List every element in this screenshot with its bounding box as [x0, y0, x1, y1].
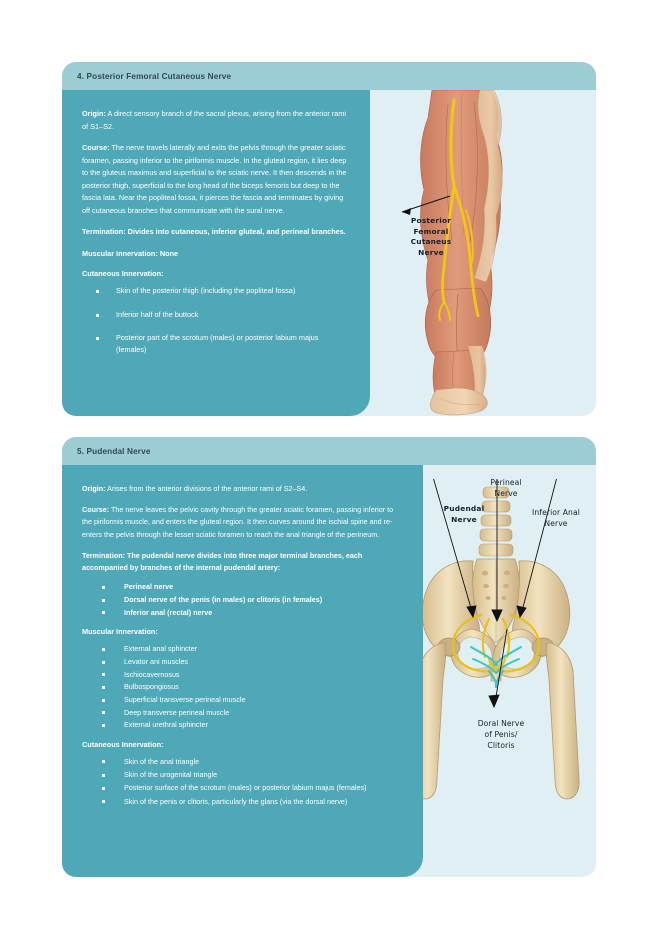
card-header-5 — [62, 437, 596, 465]
label-line: Clitoris — [487, 741, 515, 750]
label-line: Inferior Anal — [532, 508, 580, 517]
course-text-5: The nerve leaves the pelvic cavity through the greater sciatic foramen, passing inferior to the piriformis muscle, and enters the gluteal region. It then curves around the ischial spine and re-enters the pelvis through the lesser sciatic foramen to reach the anal triangle of the perineum. — [82, 505, 394, 539]
label-line: Nerve — [418, 248, 444, 258]
termination-label-5: Termination: — [82, 550, 125, 560]
muscular-text-4: None — [157, 248, 179, 258]
label-line: Perineal — [490, 478, 522, 487]
cutaneous-list-4 — [82, 285, 350, 355]
origin-label-5: Origin: — [82, 484, 106, 493]
inferior-anal-nerve-label — [521, 507, 591, 529]
cutaneous-list-5 — [82, 756, 403, 808]
cutaneous-heading-4: Cutaneous Innervation: — [82, 269, 164, 279]
list-item: Levator ani muscles — [124, 656, 403, 668]
posterior-femoral-cutaneous-nerve-label — [388, 216, 474, 259]
section-card-pudendal-nerve — [62, 437, 596, 877]
termination-text-5: The pudendal nerve divides into three major terminal branches, each accompanied by branches of the internal pudendal artery: — [82, 550, 363, 573]
label-line: of Penis/ — [484, 730, 518, 739]
label-line: Cutaneus — [410, 237, 452, 247]
card-title-5: 5. Pudendal Nerve — [77, 446, 151, 456]
label-line: Doral Nerve — [477, 719, 525, 728]
pudendal-nerve-label — [433, 504, 495, 525]
label-line: Nerve — [494, 489, 518, 498]
termination-list-5 — [82, 581, 403, 618]
label-line: Nerve — [451, 514, 477, 524]
text-column-4 — [62, 90, 370, 416]
label-line: Pudendal — [443, 504, 485, 513]
origin-text-5: Arises from the anterior divisions of the anterior rami of S2–S4. — [105, 484, 308, 493]
list-item: External anal sphincter — [124, 643, 403, 655]
dorsal-nerve-of-penis-clitoris-label — [461, 718, 541, 751]
course-paragraph-5 — [82, 504, 403, 541]
pelvis-pudendal-nerve-illustration — [411, 479, 596, 839]
termination-label-4: Termination: — [82, 227, 126, 237]
origin-paragraph-4 — [82, 108, 350, 133]
section-card-posterior-femoral-cutaneous-nerve — [62, 62, 596, 416]
origin-text-4: A direct sensory branch of the sacral plexus, arising from the anterior rami of S1–S2. — [82, 109, 347, 131]
termination-paragraph-4 — [82, 226, 350, 239]
list-item: Skin of the urogenital triangle — [124, 769, 403, 781]
termination-text-4: Divides into cutaneous, inferior gluteal, and perineal branches. — [125, 227, 346, 237]
list-item: Bulbospongiosus — [124, 681, 403, 693]
list-item: Skin of the posterior thigh (including the popliteal fossa) — [116, 285, 350, 297]
origin-paragraph-5 — [82, 483, 403, 495]
list-item: Skin of the anal triangle — [124, 756, 403, 768]
course-label-5: Course: — [82, 505, 110, 515]
list-item: Dorsal nerve of the penis (in males) or clitoris (in females) — [124, 594, 403, 606]
text-column-5 — [62, 465, 423, 877]
card-body-4 — [62, 90, 596, 416]
list-item: Ischiocavernosus — [124, 669, 403, 681]
muscular-label-4: Muscular Innervation: — [82, 248, 158, 258]
course-paragraph-4 — [82, 142, 350, 217]
muscular-paragraph-4 — [82, 248, 350, 261]
list-item: Inferior anal (rectal) nerve — [124, 607, 403, 619]
muscular-heading-5: Muscular Innervation: — [82, 627, 158, 637]
perineal-nerve-label — [475, 477, 537, 499]
muscular-list-5 — [82, 643, 403, 731]
label-line: Femoral — [413, 226, 449, 236]
cutaneous-heading-5: Cutaneous Innervation: — [82, 739, 164, 749]
label-line: Nerve — [544, 519, 568, 528]
right-femur — [546, 643, 579, 799]
course-text-4: The nerve travels laterally and exits the pelvis through the greater sciatic foramen, passing inferior to the piriformis muscle. In the gluteal region, it lies deep to the gluteus maximus and superficial to the sciatic nerve. It then descends in the posterior thigh, superficial to the long head of the biceps femoris but deep to the fascia lata. Near the popliteal fossa, it pierces the fascia and terminates by giving off cutaneous branches that communicate with the sural nerve. — [82, 143, 347, 215]
figure-column-4 — [370, 90, 596, 416]
list-item: Superficial transverse perineal muscle — [124, 694, 403, 706]
list-item: Posterior part of the scrotum (males) or posterior labium majus (females) — [116, 332, 350, 356]
card-body-5 — [62, 465, 596, 877]
termination-paragraph-5 — [82, 550, 403, 574]
list-item: Posterior surface of the scrotum (males) or posterior labium majus (females) — [124, 782, 403, 794]
list-item: Skin of the penis or clitoris, particularly the glans (via the dorsal nerve) — [124, 796, 403, 808]
origin-label-4: Origin: — [82, 109, 106, 118]
figure-column-5 — [423, 465, 596, 877]
course-label-4: Course: — [82, 143, 110, 153]
list-item: Inferior half of the buttock — [116, 309, 350, 321]
card-title-4: 4. Posterior Femoral Cutaneous Nerve — [77, 71, 232, 81]
list-item: Perineal nerve — [124, 581, 403, 593]
card-header-4 — [62, 62, 596, 90]
label-line: Posterior — [410, 216, 452, 225]
list-item: Deep transverse perineal muscle — [124, 707, 403, 719]
list-item: External urethral sphincter — [124, 719, 403, 731]
